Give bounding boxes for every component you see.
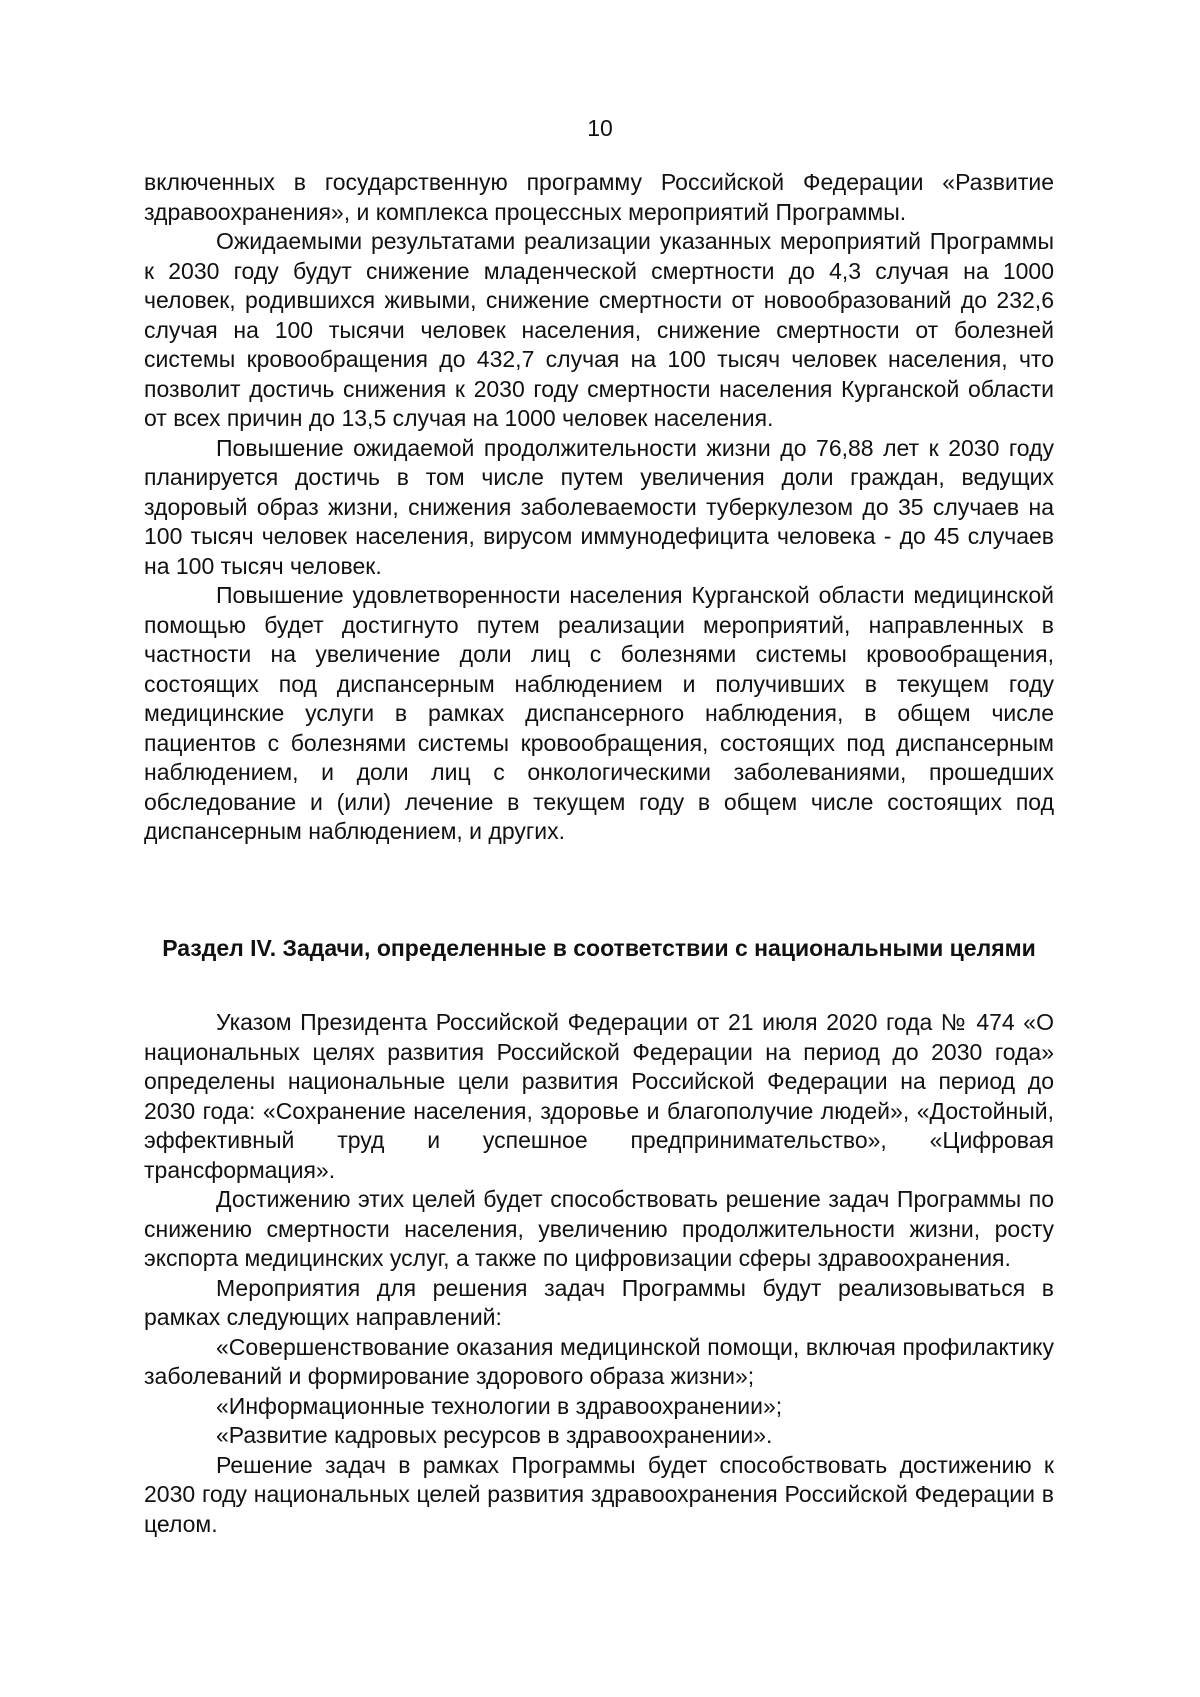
body-text-before-heading	[144, 168, 1054, 847]
paragraph-conclusion: Решение задач в рамках Программы будет способствовать достижению к 2030 году национальных целей развития здравоохранения Российской Федерации в целом.	[144, 1451, 1054, 1537]
section-heading: Раздел IV. Задачи, определенные в соответствии с национальными целями	[162, 935, 1036, 961]
paragraph-expected-results: Ожидаемыми результатами реализации указанных мероприятий Программы к 2030 году будут снижение младенческой смертности до 4,3 случая на 1000 человек, родившихся живыми, снижение смертности от новообразований до 232,6 случая на 100 тысячи человек населения, снижение смертности от болезней системы кровообращения до 432,7 случая на 100 тысяч человек населения, что позволит достичь снижения к 2030 году смертности населения Курганской области от всех причин до 13,5 случая на 1000 человек населения.	[144, 228, 1054, 431]
paragraph-direction-it: «Информационные технологии в здравоохранении»;	[216, 1392, 783, 1419]
paragraph-directions-intro: Мероприятия для решения задач Программы будут реализовываться в рамках следующих направлений:	[144, 1274, 1054, 1330]
body-text-after-heading	[144, 1008, 1054, 1539]
paragraph-presidential-decree: Указом Президента Российской Федерации от 21 июля 2020 года № 474 «О национальных целях развития Российской Федерации на период до 2030 года» определены национальные цели развития Российской Федерации на период до 2030 года: «Сохранение населения, здоровье и благополучие людей», «Достойный, эффективный труд и успешное предпринимательство», «Цифровая трансформация».	[144, 1009, 1054, 1183]
paragraph-life-expectancy: Повышение ожидаемой продолжительности жизни до 76,88 лет к 2030 году планируется достичь в том числе путем увеличения доли граждан, ведущих здоровый образ жизни, снижения заболеваемости туберкулезом до 35 случаев на 100 тысяч человек населения, вирусом иммунодефицита человека - до 45 случаев на 100 тысяч человек.	[144, 434, 1054, 579]
paragraph-direction-personnel: «Развитие кадровых ресурсов в здравоохранении».	[216, 1422, 773, 1448]
paragraph-direction-medical-care: «Совершенствование оказания медицинской помощи, включая профилактику заболеваний и формирование здорового образа жизни»;	[144, 1333, 1054, 1389]
paragraph-achieving-goals: Достижению этих целей будет способствовать решение задач Программы по снижению смертности населения, увеличению продолжительности жизни, росту экспорта медицинских услуг, а также по цифровизации сферы здравоохранения.	[144, 1186, 1054, 1271]
page-number: 10	[587, 115, 613, 141]
paragraph-continuation: включенных в государственную программу Российской Федерации «Развитие здравоохранения», и комплекса процессных мероприятий Программы.	[144, 169, 1054, 225]
paragraph-satisfaction: Повышение удовлетворенности населения Курганской области медицинской помощью будет достигнуто путем реализации мероприятий, направленных в частности на увеличение доли лиц с болезнями системы кровообращения, состоящих под диспансерным наблюдением и получивших в текущем году медицинские услуги в рамках диспансерного наблюдения, в общем числе пациентов с болезнями системы кровообращения, состоящих под диспансерным наблюдением, и доли лиц с онкологическими заболеваниями, прошедших обследование и (или) лечение в текущем году в общем числе состоящих под диспансерным наблюдением, и других.	[144, 582, 1054, 844]
